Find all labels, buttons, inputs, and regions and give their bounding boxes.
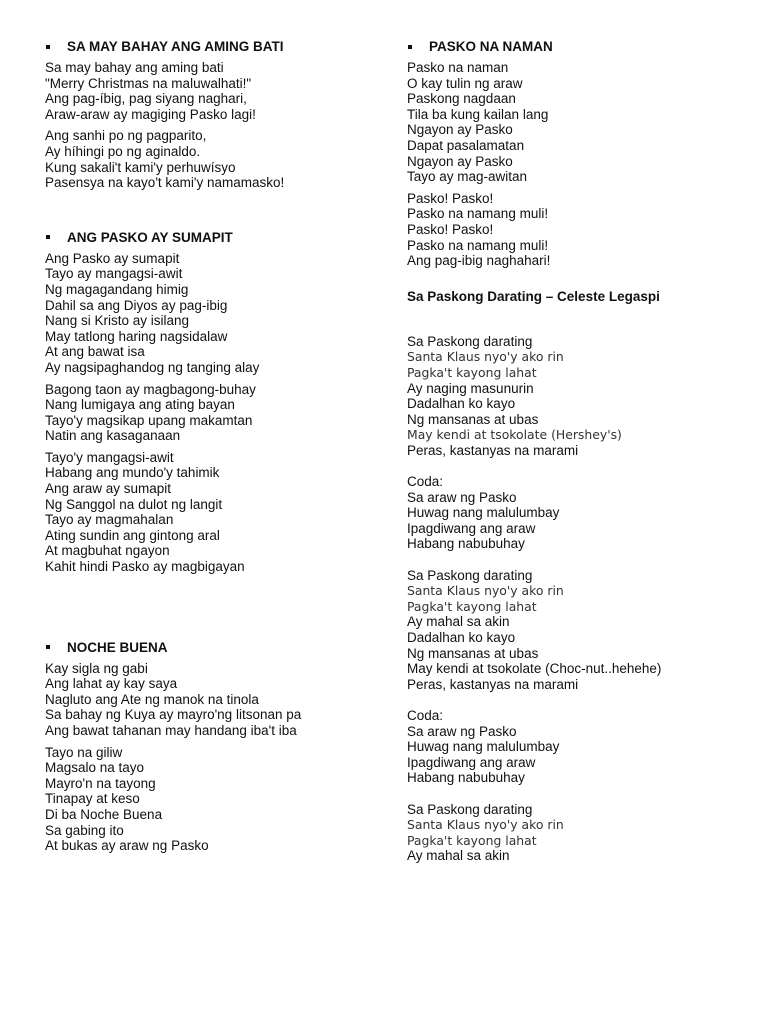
lyric-line: Ang lahat ay kay saya	[45, 676, 178, 692]
lyric-line: Dahil sa ang Diyos ay pag-ibig	[45, 297, 228, 313]
lyric-line: Santa Klaus nyo'y ako rin	[407, 817, 564, 833]
lyric-line: Ngayon ay Pasko	[407, 122, 513, 138]
lyric-line: May tatlong haring nagsidalaw	[45, 328, 228, 344]
lyric-line: Ang sanhi po ng pagparito,	[45, 128, 207, 144]
song-sa-paskong-darating	[407, 288, 747, 864]
stanza	[45, 661, 375, 739]
lyric-line: Tinapay at keso	[45, 791, 140, 807]
bullet-icon	[46, 235, 50, 239]
song-heading	[45, 38, 375, 55]
lyric-line: Sa Paskong darating	[407, 801, 533, 817]
lyric-line: Ang bawat tahanan may handang iba't iba	[45, 723, 297, 738]
lyric-line: Sa gabing ito	[45, 822, 124, 838]
lyric-line: Natin ang kasaganaan	[45, 428, 181, 444]
lyric-line: Ngayon ay Pasko	[407, 153, 513, 169]
lyric-line: Tayo'y mangagsi-awit	[45, 449, 174, 465]
bullet-icon	[46, 645, 50, 649]
lyric-line: Santa Klaus nyo'y ako rin	[407, 349, 564, 365]
lyric-line: Kung sakali't kami'y perhuwísyo	[45, 159, 236, 175]
verse	[407, 334, 747, 459]
lyric-line: Ng Sanggol na dulot ng langit	[45, 496, 223, 512]
lyric-line: Tayo na giliw	[45, 744, 123, 760]
right-column	[407, 38, 747, 864]
lyric-line: Ang pag-íbig, pag siyang naghari,	[45, 91, 247, 107]
lyric-line: Araw-araw ay magiging Pasko lagi!	[45, 106, 256, 122]
lyric-line: Santa Klaus nyo'y ako rin	[407, 583, 564, 599]
lyric-line: Dadalhan ko kayo	[407, 396, 516, 412]
lyric-line: Coda:	[407, 707, 444, 723]
lyric-line: O kay tulin ng araw	[407, 75, 523, 91]
lyric-line: Kay sigla ng gabi	[45, 660, 148, 676]
song-title: NOCHE BUENA	[67, 639, 168, 655]
stanza	[407, 191, 747, 269]
lyric-line: Ipagdiwang ang araw	[407, 754, 536, 770]
lyric-line: Pasko na namang muli!	[407, 206, 549, 222]
lyric-line: Tayo ay mag-awitan	[407, 169, 528, 185]
lyric-line: Tila ba kung kailan lang	[407, 106, 549, 122]
lyric-line: Habang nabubuhay	[407, 770, 525, 786]
lyric-line: Tayo ay mangagsi-awit	[45, 266, 183, 282]
song-title: PASKO NA NAMAN	[429, 39, 553, 54]
verse	[407, 568, 747, 693]
lyric-line: Pasko! Pasko!	[407, 221, 494, 237]
lyric-line: At ang bawat isa	[45, 344, 145, 360]
lyric-line: Pagka't kayong lahat	[407, 598, 537, 614]
lyric-line: Tayo'y magsikap upang makamtan	[45, 412, 253, 428]
lyric-line: Sa may bahay ang aming bati	[45, 60, 224, 75]
stanza	[407, 60, 747, 185]
lyric-line: Ay nagsipaghandog ng tanging alay	[45, 359, 260, 375]
lyric-line: Di ba Noche Buena	[45, 806, 163, 822]
lyric-line: Tayo ay magmahalan	[45, 512, 174, 528]
lyric-line: Pagka't kayong lahat	[407, 364, 537, 380]
bullet-icon	[408, 45, 412, 49]
lyric-line: Ipagdiwang ang araw	[407, 520, 536, 536]
lyric-line: Pasko na namang muli!	[407, 237, 549, 253]
lyric-line: Ay naging masunurin	[407, 380, 534, 396]
lyric-line: Dadalhan ko kayo	[407, 630, 516, 645]
lyric-line: Ng magagandang himig	[45, 281, 189, 297]
song-title: ANG PASKO AY SUMAPIT	[67, 229, 233, 245]
lyric-line: May kendi at tsokolate (Choc-nut..hehehe)	[407, 661, 662, 677]
lyric-line: Sa Paskong darating	[407, 333, 533, 349]
verse	[407, 802, 747, 864]
lyric-line: Habang nabubuhay	[407, 536, 525, 552]
lyric-line: Ay mahal sa akin	[407, 848, 510, 864]
lyric-line: Nang si Kristo ay isilang	[45, 313, 190, 329]
song-heading	[45, 639, 375, 656]
lyric-line: Dapat pasalamatan	[407, 137, 525, 153]
lyric-line: Ng mansanas at ubas	[407, 411, 539, 427]
lyric-line: Ang pag-ibig naghahari!	[407, 253, 551, 269]
stanza	[45, 128, 375, 190]
lyric-line: Huwag nang malulumbay	[407, 739, 560, 755]
lyric-line: Pagka't kayong lahat	[407, 832, 537, 848]
coda	[407, 474, 747, 552]
lyric-line: Sa Paskong darating	[407, 567, 533, 583]
stanza	[45, 251, 375, 376]
stanza	[45, 60, 375, 122]
lyric-line: Ay mahal sa akin	[407, 614, 510, 630]
lyric-line: Sa bahay ng Kuya ay mayro'ng litsonan pa	[45, 707, 302, 723]
lyric-line: Ang araw ay sumapit	[45, 481, 172, 497]
lyric-line: May kendi at tsokolate (Hershey's)	[407, 427, 622, 443]
song-heading	[45, 229, 375, 246]
lyric-line: Ay híhingi po ng aginaldo.	[45, 143, 201, 159]
lyric-line: Ang Pasko ay sumapit	[45, 250, 180, 266]
lyric-line: Habang ang mundo'y tahimik	[45, 465, 220, 481]
lyric-line: Nang lumigaya ang ating bayan	[45, 397, 235, 413]
song-noche-buena	[45, 639, 375, 854]
lyric-line: Paskong nagdaan	[407, 91, 516, 107]
lyric-line: Pasko na naman	[407, 60, 509, 75]
lyric-line: At bukas ay araw ng Pasko	[45, 838, 209, 854]
lyric-line: Pasko! Pasko!	[407, 190, 494, 206]
lyric-line: Pasensya na kayo't kami'y namamasko!	[45, 175, 285, 191]
stanza	[45, 450, 375, 575]
lyric-line: Mayro'n na tayong	[45, 775, 156, 791]
lyric-line: Huwag nang malulumbay	[407, 505, 560, 521]
song-title: SA MAY BAHAY ANG AMING BATI	[67, 39, 284, 54]
bullet-icon	[46, 45, 50, 49]
song-pasko-na-naman	[407, 38, 747, 269]
song-ang-pasko-ay-sumapit	[45, 229, 375, 575]
stanza	[45, 745, 375, 854]
lyric-line: Kahit hindi Pasko ay magbigayan	[45, 559, 245, 575]
lyric-line: At magbuhat ngayon	[45, 543, 170, 559]
left-column	[45, 38, 375, 854]
lyric-line: Peras, kastanyas na marami	[407, 442, 579, 458]
lyric-line: Nagluto ang Ate ng manok na tinola	[45, 691, 259, 707]
lyric-line: Sa araw ng Pasko	[407, 489, 517, 505]
lyric-line: Ating sundin ang gintong aral	[45, 527, 220, 543]
lyric-line: Peras, kastanyas na marami	[407, 676, 579, 692]
lyric-line: Sa araw ng Pasko	[407, 723, 517, 739]
lyric-line: Coda:	[407, 474, 444, 490]
stanza	[45, 382, 375, 444]
lyric-line: Bagong taon ay magbagong-buhay	[45, 381, 256, 397]
coda	[407, 708, 747, 786]
song-heading	[407, 38, 747, 55]
lyric-line: Magsalo na tayo	[45, 760, 145, 776]
lyric-line: "Merry Christmas na maluwalhati!"	[45, 75, 252, 91]
song-title: Sa Paskong Darating – Celeste Legaspi	[407, 288, 660, 304]
lyric-line: Ng mansanas at ubas	[407, 645, 539, 661]
song-sa-may-bahay	[45, 38, 375, 191]
